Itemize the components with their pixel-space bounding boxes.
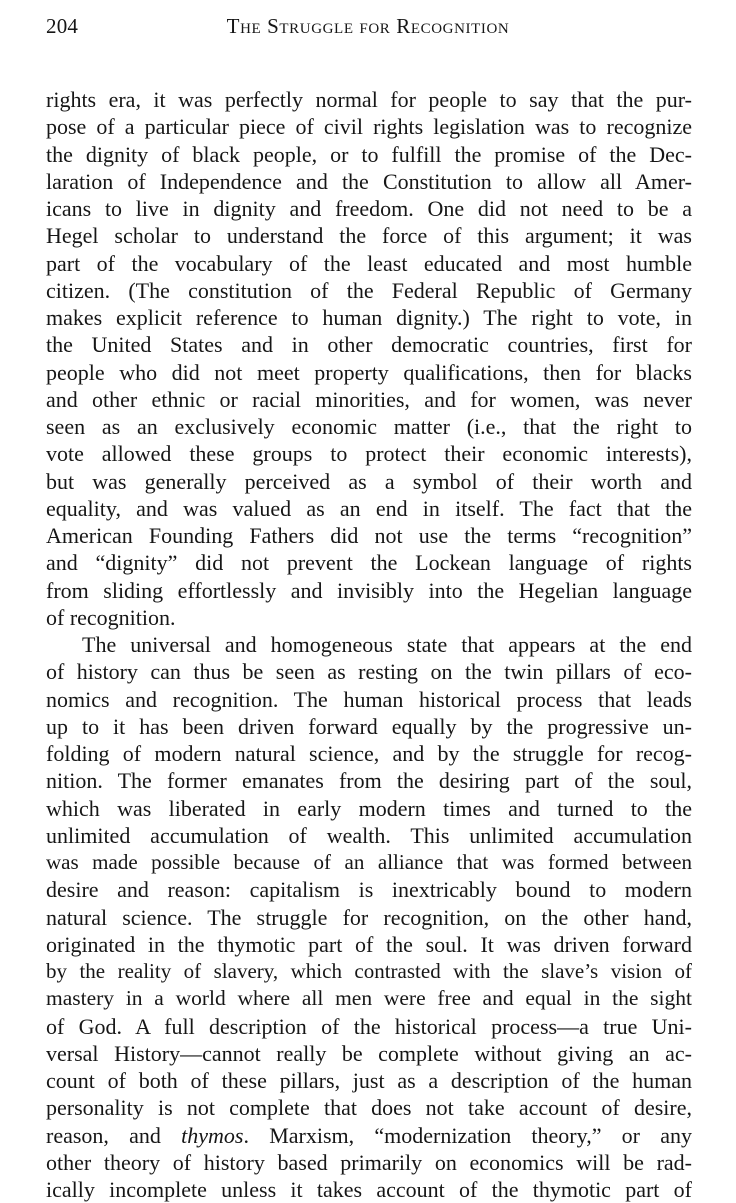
page-header [46,14,690,44]
body-text [46,86,692,1203]
text-line: ically incomplete unless it takes account of the thymotic part of [46,1177,692,1202]
text-line: which was liberated in early modern times and turned to the [46,795,692,821]
text-line: The universal and homogeneous state that appears at the end [82,632,692,657]
text-line: vote allowed these groups to protect their economic interests), [46,441,692,467]
text-line: the United States and in other democratic countries, first for [46,332,692,358]
text-line: and other ethnic or racial minorities, and for women, was never [46,386,692,412]
text-line: folding of modern natural science, and by the struggle for recog- [46,741,692,766]
text-line: was made possible because of an alliance that was formed between [46,850,692,874]
text-line: icans to live in dignity and freedom. One did not need to be a [46,196,692,221]
italic-term: thymos [181,1122,244,1148]
text-line: of God. A full description of the historical process—a true Uni- [46,1013,692,1039]
text-line: mastery in a world where all men were free and equal in the sight [46,986,692,1011]
text-line: and “dignity” did not prevent the Lockean language of rights [46,550,692,576]
text-line: up to it has been driven forward equally by the progressive un- [46,713,692,739]
text-line: of recognition. [46,604,176,630]
text-line: versal History—cannot really be complete without giving an ac- [46,1040,692,1066]
paragraph [46,86,692,631]
text-line: nomics and recognition. The human historical process that leads [46,686,692,712]
text-line: other theory of history based primarily on economics will be rad- [46,1149,692,1175]
text-line: nition. The former emanates from the desiring part of the soul, [46,768,692,794]
text-line: laration of Independence and the Constitution to allow all Amer- [46,168,692,194]
text-run: . Marxism, “modernization theory,” or any [243,1122,692,1148]
text-line: Hegel scholar to understand the force of this argument; it was [46,223,692,249]
text-line: citizen. (The constitution of the Federal Republic of Germany [46,277,692,303]
text-line: equality, and was valued as an end in itself. The fact that the [46,495,692,521]
text-line: desire and reason: capitalism is inextricably bound to modern [46,877,692,903]
text-line: personality is not complete that does not take account of desire, [46,1095,692,1121]
text-line [46,1122,692,1149]
text-line: the dignity of black people, or to fulfill the promise of the Dec- [46,141,692,167]
text-line: natural science. The struggle for recognition, on the other hand, [46,904,692,930]
text-line: seen as an exclusively economic matter (i.e., that the right to [46,414,692,439]
text-line: but was generally perceived as a symbol of their worth and [46,468,692,494]
text-line: unlimited accumulation of wealth. This unlimited accumulation [46,822,692,848]
text-run: reason, and [46,1122,182,1148]
text-line: by the reality of slavery, which contrasted with the slave’s vision of [46,959,692,983]
text-line: pose of a particular piece of civil rights legislation was to recognize [46,114,692,140]
page-number: 204 [46,14,79,38]
text-line: rights era, it was perfectly normal for people to say that the pur- [46,87,692,112]
text-line: American Founding Fathers did not use the terms “recognition” [46,523,692,548]
text-line: people who did not meet property qualifications, then for blacks [46,359,692,385]
running-head: The Struggle for Recognition [226,14,510,38]
text-line: of history can thus be seen as resting on the twin pillars of eco- [46,659,692,685]
text-line: count of both of these pillars, just as a description of the human [46,1068,692,1093]
text-line: from sliding effortlessly and invisibly into the Hegelian language [46,577,692,603]
paragraph [46,631,692,1203]
text-line: makes explicit reference to human dignity.) The right to vote, in [46,305,692,330]
text-line: originated in the thymotic part of the soul. It was driven forward [46,931,692,957]
text-line: part of the vocabulary of the least educated and most humble [46,250,692,276]
